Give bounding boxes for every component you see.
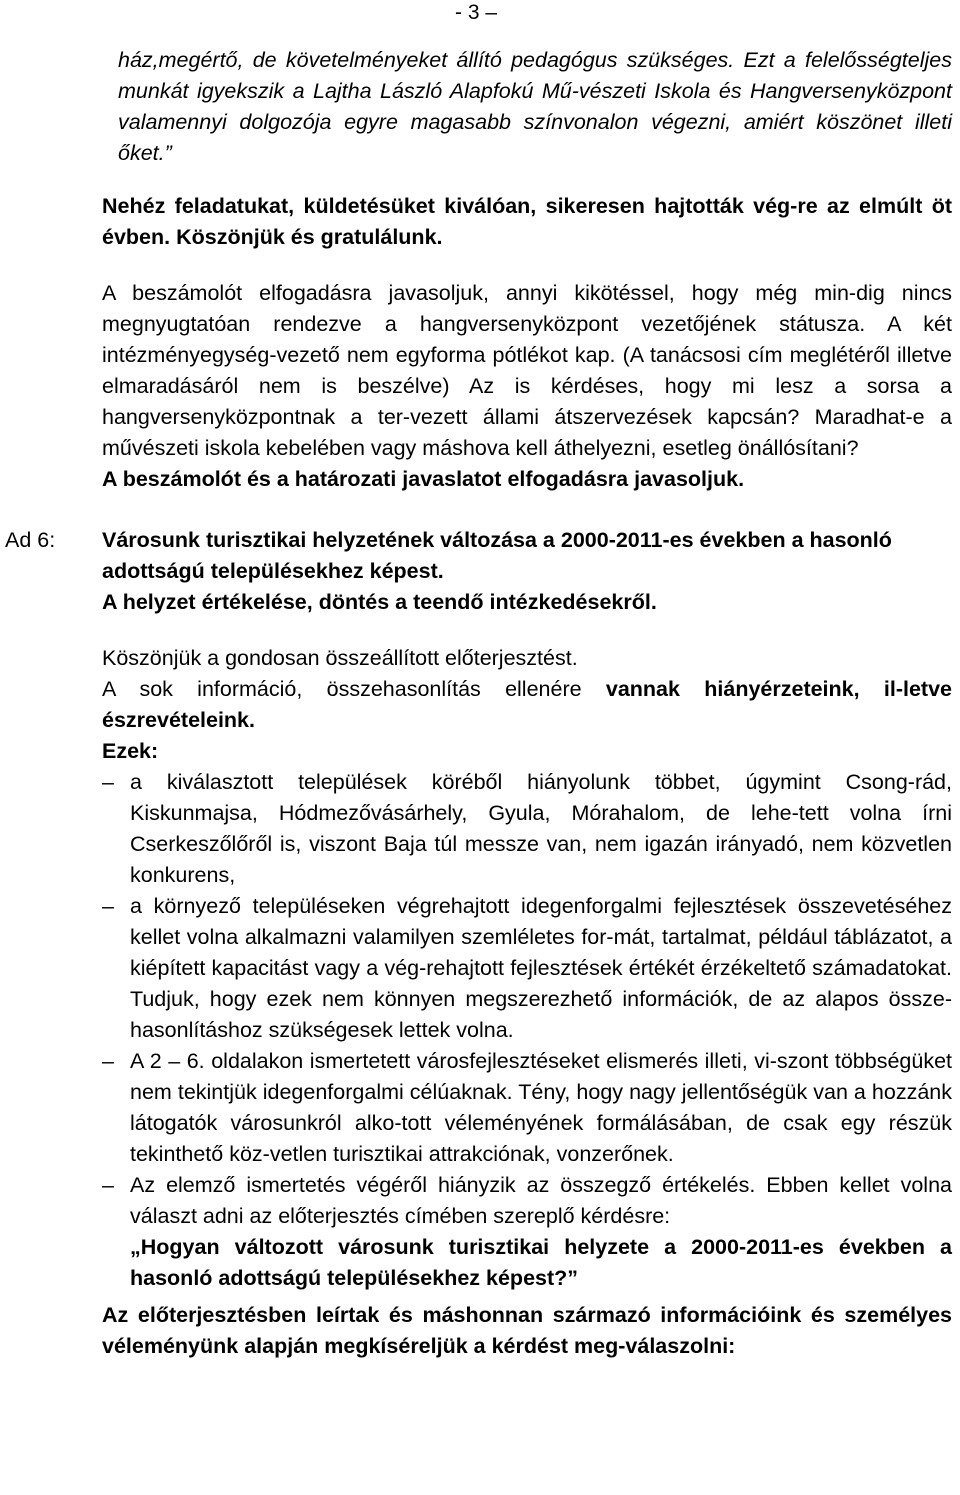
list-item xyxy=(102,1046,952,1170)
remarks-intro-plain: A sok információ, összehasonlítás ellenére xyxy=(102,677,606,701)
remarks-intro xyxy=(102,674,952,736)
agenda-item-heading xyxy=(0,525,960,587)
list-item xyxy=(102,767,952,891)
list-item xyxy=(102,1170,952,1294)
thanks-paragraph: Köszönjük a gondosan összeállított előterjesztést. xyxy=(102,646,578,670)
agenda-item-subtitle: A helyzet értékelése, döntés a teendő intézkedésekről. xyxy=(102,590,657,614)
quoted-paragraph: ház,megértő, de követelményeket állító pedagógus szükséges. Ezt a felelősségteljes munkát igyekszik a Lajtha László Alapfokú Mű-vészeti Iskola és Hangversenyközpont valamennyi dolgozója egyre magasabb színvonalon végezni, amiért köszönet illeti őket.” xyxy=(118,48,952,165)
list-item-text: A 2 – 6. oldalakon ismertetett városfejlesztéseket elismerés illeti, vi-szont többségüket nem tekintjük idegenforgalmi célúaknak. Tény, hogy nagy jellentőségük van a hozzánk látogatók városunkról alko-tott véleményének formálásában, de csak egy részük tekinthető köz-vetlen turisztikai attrakciónak, vonzerőnek. xyxy=(130,1049,952,1166)
remarks-list xyxy=(0,767,960,1294)
dash-bullet-icon: – xyxy=(102,1049,114,1073)
agenda-item-label: Ad 6: xyxy=(5,528,56,552)
document-body xyxy=(0,45,960,1362)
page-number: - 3 – xyxy=(455,1,498,24)
dash-bullet-icon: – xyxy=(102,894,114,918)
closing-paragraph: Az előterjesztésben leírtak és máshonnan származó információink és személyes véleményünk alapján megkíséreljük a kérdést meg-válaszolni: xyxy=(102,1303,952,1358)
list-item-text: Az elemző ismertetés végéről hiányzik az összegző értékelés. Ebben kellet volna választ adni az előterjesztés címében szereplő kérdésre: xyxy=(130,1173,952,1228)
list-item-text: a kiválasztott települések köréből hiányolunk többet, úgymint Csong-rád, Kiskunmajsa, Hódmezővásárhely, Gyula, Mórahalom, de lehe-tett volna írni Cserkeszőlőről is, viszont Baja túl messze van, nem igazán irányadó, nem közvetlen konkurens, xyxy=(130,770,952,887)
list-item xyxy=(102,891,952,1046)
recommendation-conclusion: A beszámolót és a határozati javaslatot elfogadásra javasoljuk. xyxy=(102,467,745,491)
recommendation-paragraph: A beszámolót elfogadásra javasoljuk, annyi kikötéssel, hogy még min-dig nincs megnyugtatóan rendezve a hangversenyközpont vezetőjének státusza. A két intézményegység-vezető nem egyforma pótlékot kap. (A tanácsosi cím meglétéről illetve elmaradásáról nem is beszélve) Az is kérdéses, hogy mi lesz a sorsa a hangversenyközpontnak a ter-vezett állami átszervezések kapcsán? Maradhat-e a művészeti iskola kebelében vagy máshova kell áthelyezni, esetleg önállósítani? xyxy=(102,281,952,460)
dash-bullet-icon: – xyxy=(102,770,114,794)
praise-paragraph: Nehéz feladatukat, küldetésüket kiválóan, sikeresen hajtották vég-re az elmúlt öt évben. Köszönjük és gratulálunk. xyxy=(102,194,952,249)
list-item-text: a környező településeken végrehajtott idegenforgalmi fejlesztések összevetéséhez kellet volna alkalmazni valamilyen szemléletes for-mát, tartalmat, például táblázatot, a kiépített kapacitást vagy a vég-rehajtott fejlesztések értékét érzékeltető számadatokat. Tudjuk, hogy ezek nem könnyen megszerezhető információk, de az alapos össze-hasonlításhoz szükségesek lettek volna. xyxy=(130,894,952,1042)
remarks-intro-bold: vannak hiányérzeteink, il-letve észrevételeink. xyxy=(102,677,952,732)
list-item-question: „Hogyan változott városunk turisztikai helyzete a 2000-2011-es években a hasonló adottságú településekhez képest?” xyxy=(130,1235,952,1290)
agenda-item-title: Városunk turisztikai helyzetének változása a 2000-2011-es években a hasonló adottságú településekhez képest. xyxy=(102,528,892,583)
list-heading: Ezek: xyxy=(102,739,159,763)
dash-bullet-icon: – xyxy=(102,1173,114,1197)
